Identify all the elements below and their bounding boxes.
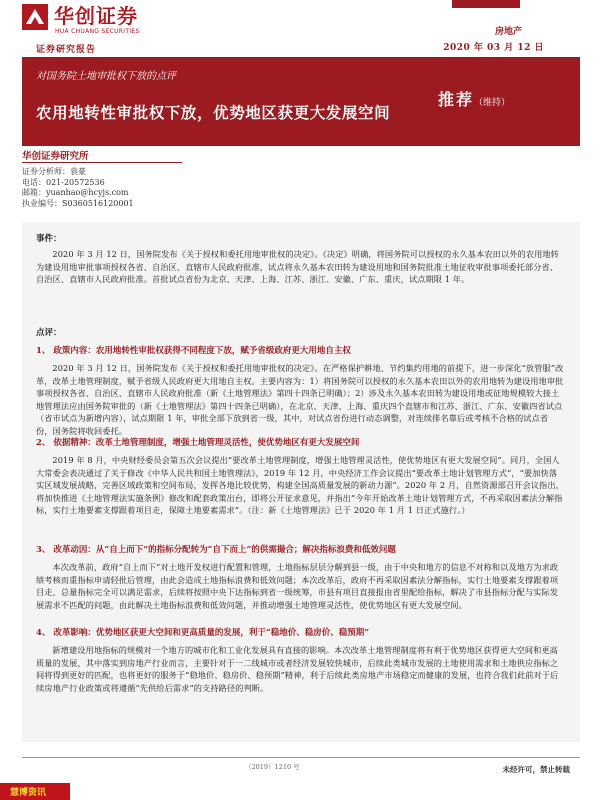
section-heading-4: 4、 改革影响：优势地区获更大空间和更高质量的发展，利于“稳地价、稳房价、稳预期” <box>36 628 370 638</box>
section-heading-2: 2、 依据精神：改革土地管理制度，增强土地管理灵活性，使优势地区有更大发展空间 <box>36 438 360 448</box>
rating-value: 推荐 <box>437 90 474 109</box>
section-paragraph-2: 2019 年 8 月，中央财经委员会第五次会议提出“要改革土地管理制度，增强土地管理灵活性，使优势地区有更大发展空间”。同月，全国人大常委会表决通过了关于修改《中华人民共和国土地管理法》，2019 年 12 月，中央经济工作会议提出“要改革土地计划管理方式”，“要加快落实区域发展战略，完善区域政策和空间布局，发挥各地比较优势，构建全国高质量发展的新动力源”。2020 年 2 月，自然资源部召开会议指出，将加快推进《土地管理法实施条例》修改和配套政策出台，即将公开征求意见，并指出“今年开始改革土地计划管理方式，不再采取因素法分解指标，实行土地要素支撑跟着项目走，保障土地要素需求”。（注：新《土地管理法》已于 2020 年 1 月 1 日正式施行。） <box>36 455 564 515</box>
analyst-license: 执业编号：S0360516120001 <box>22 198 134 208</box>
footer-divider <box>22 757 580 758</box>
event-label: 事件： <box>36 234 62 244</box>
watermark-text: 慧博资讯 <box>10 788 47 798</box>
report-title: 农用地转性审批权下放，优势地区获更大发展空间 <box>36 103 391 122</box>
section-heading-3: 3、 改革动因：从“自上而下”的指标分配转为“自下而上”的供需撮合；解决指标浪费和低效问题 <box>36 545 396 555</box>
logo-english-text: HUA CHUANG SECURITIES <box>55 28 140 35</box>
event-paragraph: 2020 年 3 月 12 日，国务院发布《关于授权和委托用地审批权的决定》。《决定》明确，将国务院可以授权的永久基本农田以外的农用地转为建设用地审批事项授权各省、自治区、直辖市人民政府批准，试点将永久基本农田转为建设用地和国务院批准土地征收审批事项委托部分省、自治区、直辖市人民政府批准。首批试点省份为北京、天津、上海、江苏、浙江、安徽、广东、重庆，试点期限 1 年。 <box>36 249 559 284</box>
logo-icon <box>22 4 48 30</box>
title-banner <box>22 57 580 146</box>
report-type: 证券研究报告 <box>36 45 97 55</box>
main-content-panel <box>22 222 580 742</box>
footer-page-number: （2019）1210 号 <box>245 763 300 771</box>
footer-disclaimer: 未经许可，禁止转载 <box>502 765 570 774</box>
section-heading-1: 1、 政策内容：农用地转性审批权获得不同程度下放，赋予省级政府更大用地自主权 <box>36 346 351 356</box>
section-paragraph-4: 新增建设用地指标的规模对一个地方的城市化和工业化发展具有直接的影响。本次改革土地管理制度将有利于优势地区获得更大空间和更高质量的发展，其中落实到房地产行业而言，主要针对于一二线城市或者经济发展较快城市，后续此类城市发展的土地使用需求和土地供应指标之间将得到更好的匹配，也将更好的服务于“稳地价、稳房价、稳预期”精神，利于后续此类房地产市场稳定而健康的发展，也符合我们此前对于后续房地产行业政策或将遵循“先供给后需求”的支持路径的判断。 <box>36 645 559 693</box>
logo-text: 华创证券 <box>54 4 138 28</box>
rating-note: （维持） <box>473 98 510 108</box>
top-accent-tab <box>452 0 520 8</box>
section-paragraph-3: 本次改革前，政府“自上而下”对土地开发权进行配置和管理，土地指标层层分解到县一级，由于中央和地方的信息不对称和以及地方为求政绩考核而重指标申请轻批后管理，由此会造成土地指标浪费和低效问题；本次改革后，政府不再采取因素法分解指标，实行土地要素支撑跟着项目走，总量指标完全可以满足需求，后续将按照中央下达指标到省一级统筹，市县有项目直接报由省里配给指标，解决了市县指标分配与实际发展需求不匹配的问题，由此解决土地指标浪费和低效问题，并推动增强土地管理灵活性，使优势地区有更大发展空间。 <box>36 562 559 610</box>
rating <box>438 87 510 110</box>
analyst-phone: 电话：021-20572536 <box>22 177 105 187</box>
comment-label: 点评： <box>36 328 62 338</box>
analyst-info <box>22 167 134 209</box>
company-logo <box>22 4 152 40</box>
research-institute: 华创证券研究所 <box>22 151 89 162</box>
banner-subtitle: 对国务院土地审批权下放的点评 <box>36 71 176 82</box>
section-paragraph-1: 2020 年 3 月 12 日，国务院发布《关于授权和委托用地审批权的决定》。在严格保护耕地、节约集约用地的前提下，进一步深化“放管服”改革，改革土地管理制度，赋予省级人民政府更大用地自主权。主要内容为：1）将国务院可以授权的永久基本农田以外的农用地转为建设用地审批事项授权各省、自治区、直辖市人民政府批准（新《土地管理法》第四十四条已明确）；2）涉及永久基本农田转为建设用地或征地规模较大接土地管理法应由国务院审批的（新《土地管理法》第四十四条已明确），在北京、天津、上海、重庆四个直辖市和江苏、浙江、广东、安徽四省试点（省市试点为新增内容），试点期限 1 年，审批全部下放到省一级，其中，对试点省份进行动态调整，对连续排名靠后或考核不合格的试点省份，国务院将收回委托。 <box>36 363 564 436</box>
report-date: 2020 年 03 月 12 日 <box>443 43 544 53</box>
divider <box>22 162 182 163</box>
analyst-name: 证券分析师：袁豪 <box>22 167 86 176</box>
sector-label: 房地产 <box>494 27 522 37</box>
analyst-email[interactable]: 邮箱：yuanhao@hcyjs.com <box>22 188 129 197</box>
watermark-bar <box>0 783 70 800</box>
